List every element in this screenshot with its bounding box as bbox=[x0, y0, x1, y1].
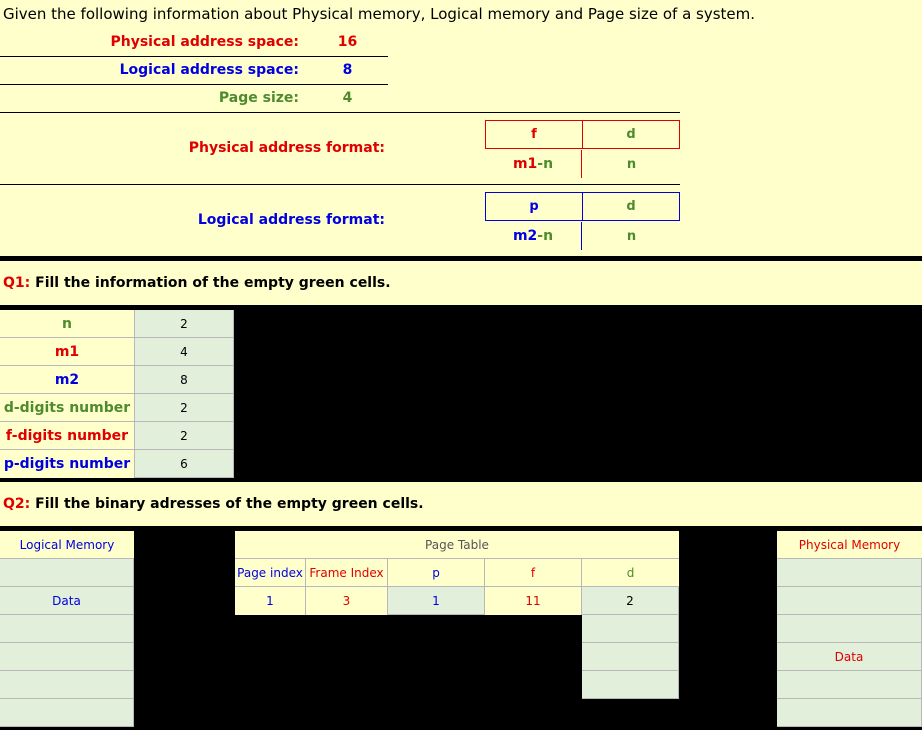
physical-memory-cell[interactable] bbox=[777, 671, 922, 699]
logical-space-value: 8 bbox=[342, 62, 353, 78]
q1-table bbox=[0, 310, 234, 478]
d-cell[interactable] bbox=[582, 615, 679, 643]
physical-space-label: Physical address space: bbox=[110, 34, 299, 50]
logical-memory-cell[interactable] bbox=[0, 699, 134, 727]
logical-memory-cell[interactable] bbox=[0, 643, 134, 671]
label-n: n bbox=[0, 310, 134, 338]
physical-space-value: 16 bbox=[337, 34, 358, 50]
logical-format-p: p bbox=[485, 192, 583, 221]
q2-prefix: Q2: bbox=[3, 496, 31, 512]
col-f: f bbox=[485, 559, 582, 587]
physical-format-f: f bbox=[485, 120, 583, 149]
physical-format-label: Physical address format: bbox=[188, 140, 385, 156]
label-d-digits: d-digits number bbox=[0, 394, 134, 422]
p-value[interactable]: 1 bbox=[388, 587, 485, 615]
m1-text: m1 bbox=[512, 156, 538, 172]
minus-n-text: -n bbox=[537, 228, 554, 244]
d-value[interactable]: 2 bbox=[582, 587, 679, 615]
label-m1: m1 bbox=[0, 338, 134, 366]
col-frame-index: Frame Index bbox=[306, 559, 388, 587]
physical-memory-cell[interactable] bbox=[777, 559, 922, 587]
frame-index-value: 3 bbox=[306, 587, 388, 615]
logical-space-label: Logical address space: bbox=[119, 62, 299, 78]
intro-text: Given the following information about Physical memory, Logical memory and Page size of a system. bbox=[3, 5, 756, 23]
q2-text: Fill the binary adresses of the empty green cells. bbox=[30, 496, 424, 512]
d-cell[interactable] bbox=[582, 671, 679, 699]
value-m2[interactable]: 8 bbox=[134, 366, 234, 394]
logical-format-m2n bbox=[485, 222, 582, 250]
physical-memory-cell[interactable] bbox=[777, 699, 922, 727]
physical-format-n: n bbox=[626, 156, 637, 172]
q1-prefix: Q1: bbox=[3, 275, 31, 291]
page-size-value: 4 bbox=[342, 90, 353, 106]
label-f-digits: f-digits number bbox=[0, 422, 134, 450]
logical-memory-header: Logical Memory bbox=[0, 531, 134, 559]
logical-format-d: d bbox=[582, 192, 680, 221]
logical-format-label: Logical address format: bbox=[197, 212, 385, 228]
value-n[interactable]: 2 bbox=[134, 310, 234, 338]
logical-memory-cell[interactable] bbox=[0, 559, 134, 587]
q1-header bbox=[0, 261, 922, 305]
value-d-digits[interactable]: 2 bbox=[134, 394, 234, 422]
col-page-index: Page index bbox=[235, 559, 306, 587]
logical-memory-data[interactable]: Data bbox=[0, 587, 134, 615]
page-index-value: 1 bbox=[235, 587, 306, 615]
physical-memory-cell[interactable] bbox=[777, 615, 922, 643]
physical-format-m1n bbox=[485, 150, 582, 178]
value-p-digits[interactable]: 6 bbox=[134, 450, 234, 478]
logical-format-n: n bbox=[626, 228, 637, 244]
physical-memory-data[interactable]: Data bbox=[777, 643, 922, 671]
physical-memory-cell[interactable] bbox=[777, 587, 922, 615]
logical-memory-cell[interactable] bbox=[0, 671, 134, 699]
m2-text: m2 bbox=[512, 228, 538, 244]
value-m1[interactable]: 4 bbox=[134, 338, 234, 366]
q1-text: Fill the information of the empty green cells. bbox=[30, 275, 391, 291]
physical-format-d: d bbox=[582, 120, 680, 149]
d-cell[interactable] bbox=[582, 643, 679, 671]
value-f-digits[interactable]: 2 bbox=[134, 422, 234, 450]
q2-header bbox=[0, 482, 922, 526]
label-m2: m2 bbox=[0, 366, 134, 394]
minus-n-text: -n bbox=[537, 156, 554, 172]
logical-memory-cell[interactable] bbox=[0, 615, 134, 643]
page-table-header: Page Table bbox=[235, 531, 679, 559]
label-p-digits: p-digits number bbox=[0, 450, 134, 478]
col-p: p bbox=[388, 559, 485, 587]
physical-memory-header: Physical Memory bbox=[777, 531, 922, 559]
page-size-label: Page size: bbox=[218, 90, 299, 106]
col-d: d bbox=[582, 559, 679, 587]
f-value[interactable]: 11 bbox=[485, 587, 582, 615]
